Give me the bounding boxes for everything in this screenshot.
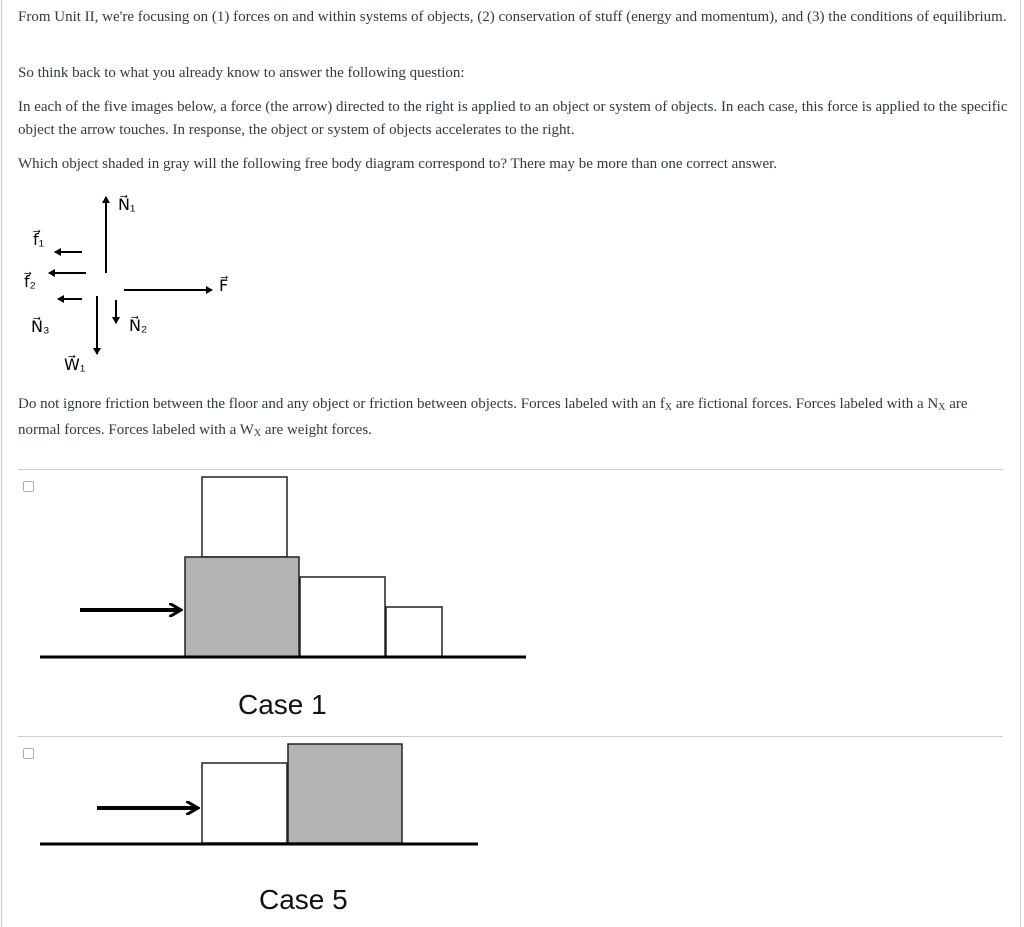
case1-top-block: [202, 477, 287, 557]
intro-paragraph-3: In each of the five images below, a force (the arrow) directed to the right is applied to an object or system of objects. In each case, this force is applied to the specific object the arrow touches. In response, the object or system of objects accelerates to the right.: [18, 99, 1008, 138]
note-text-2: are fictional forces. Forces labeled with a N: [672, 396, 939, 412]
case1-middle-block: [300, 577, 385, 657]
intro-paragraph-2: So think back to what you already know to answer the following question:: [18, 65, 465, 81]
case5-gray-block: [288, 744, 402, 843]
case1-gray-block: [185, 557, 299, 657]
note-text-3: are normal forces. Forces labeled with a W: [18, 396, 968, 438]
free-body-diagram: [0, 180, 260, 380]
note-text-1: Do not ignore friction between the floor and any object or friction between objects. Forces labeled with an f: [18, 396, 665, 412]
question-prompt: Which object shaded in gray will the following free body diagram correspond to? There may be more than one correct answer.: [18, 156, 778, 172]
note-sub-1: X: [664, 402, 673, 413]
n1-label: N⃗₁: [118, 197, 136, 214]
intro-paragraph-1: From Unit II, we're focusing on (1) forces on and within systems of objects, (2) conservation of stuff (energy and momentum), and (3) the conditions of equilibrium.: [18, 9, 1007, 25]
note-paragraph: [18, 393, 1008, 445]
case-1-diagram: [0, 470, 560, 730]
note-sub-2: X: [938, 402, 946, 413]
case1-small-block: [386, 607, 442, 657]
case-5-diagram: [0, 737, 560, 927]
f1-label: f⃗₁: [33, 232, 45, 249]
note-text-4: are weight forces.: [261, 422, 372, 438]
case5-white-block: [202, 763, 287, 843]
f2-label: f⃗₂: [24, 274, 36, 291]
n2-label: N⃗₂: [129, 318, 148, 335]
w1-label: W⃗₁: [64, 357, 86, 374]
n3-label: N⃗₃: [31, 319, 50, 336]
f-label: F⃗: [219, 278, 229, 295]
case-5-label: Case 5: [259, 884, 348, 915]
note-sub-3: X: [253, 428, 262, 439]
case-1-label: Case 1: [238, 689, 327, 720]
